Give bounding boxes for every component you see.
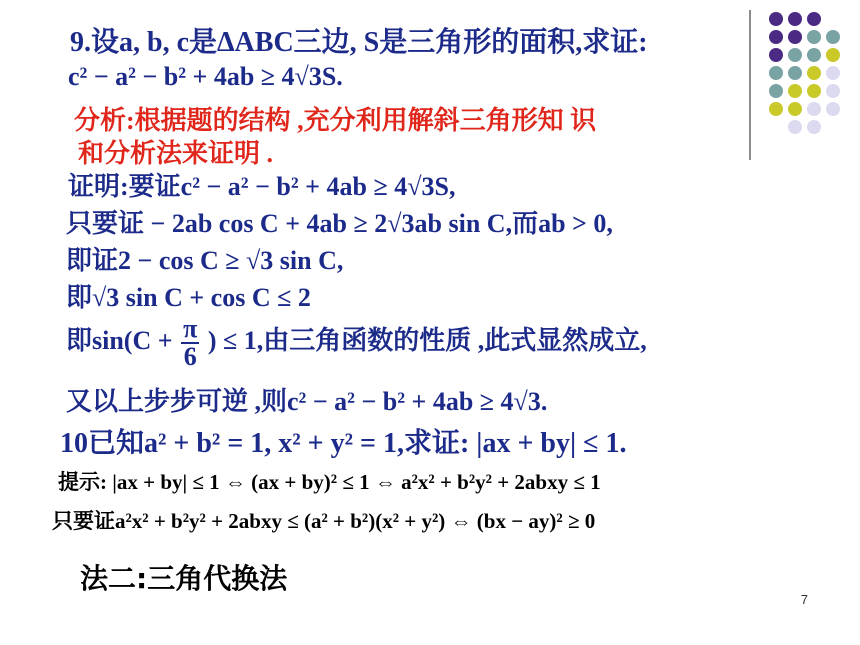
decorative-dot [769,30,783,44]
proof-line-5-prefix: 即sin(C + [66,325,173,355]
method-2-title: 法二:三角代换法 [80,562,288,595]
proof-line-4: 即√3 sin C + cos C ≤ 2 [66,283,311,312]
fraction-denominator: 6 [183,342,197,371]
proof-line-5-suffix: ) ≤ 1,由三角函数的性质 ,此式显然成立, [207,325,647,355]
decorative-dot [788,12,802,26]
decorative-dot [769,66,783,80]
decorative-dot [769,84,783,98]
decorative-dot [807,12,821,26]
decorative-dot [788,48,802,62]
decorative-dot [826,48,840,62]
decorative-dot [788,66,802,80]
problem-10-statement: 10已知a² + b² = 1, x² + y² = 1,求证: |ax + by| ≤ 1. [60,428,627,459]
decorative-dot [807,48,821,62]
decorative-dot [807,102,821,116]
hint-line-2: 只要证a²x² + b²y² + 2abxy ≤ (a² + b²)(x² + y²) ⇔ (bx − ay)² ≥ 0 [52,509,596,533]
decorative-dot [769,12,783,26]
decorative-dot [788,30,802,44]
decorative-dot [826,30,840,44]
problem-9-statement: 9.设a, b, c是ΔABC三边, S是三角形的面积,求证: [70,27,648,58]
proof-line-3: 即证2 − cos C ≥ √3 sin C, [66,246,344,275]
decorative-dot [807,30,821,44]
analysis-line-1: 分析:根据题的结构 ,充分利用解斜三角形知 识 [74,106,597,135]
decorative-dot [807,120,821,134]
decorative-dot [826,102,840,116]
fraction-numerator: π [183,314,198,343]
decorative-dot [807,66,821,80]
decorative-dot [788,84,802,98]
proof-line-1: 证明:要证c² − a² − b² + 4ab ≥ 4√3S, [68,172,456,201]
proof-line-6: 又以上步步可逆 ,则c² − a² − b² + 4ab ≥ 4√3. [66,387,548,416]
hint-line: 提示: |ax + by| ≤ 1 ⇔ (ax + by)² ≤ 1 ⇔ a²x² + b²y² + 2abxy ≤ 1 [58,470,601,494]
decorative-dot [826,66,840,80]
decorative-dot-grid [763,12,843,142]
decorative-dot [788,102,802,116]
analysis-line-2: 和分析法来证明 . [78,139,274,168]
decorative-dot [769,102,783,116]
proof-line-2: 只要证 − 2ab cos C + 4ab ≥ 2√3ab sin C,而ab > 0, [66,209,613,238]
decorative-dot [807,84,821,98]
page-number: 7 [800,592,808,607]
vertical-divider [749,10,751,160]
proof-line-5 [66,316,647,370]
problem-9-inequality: c² − a² − b² + 4ab ≥ 4√3S. [68,62,343,91]
decorative-dot [769,48,783,62]
decorative-dot [826,84,840,98]
decorative-dot [788,120,802,134]
pi-over-six-fraction [181,316,199,370]
